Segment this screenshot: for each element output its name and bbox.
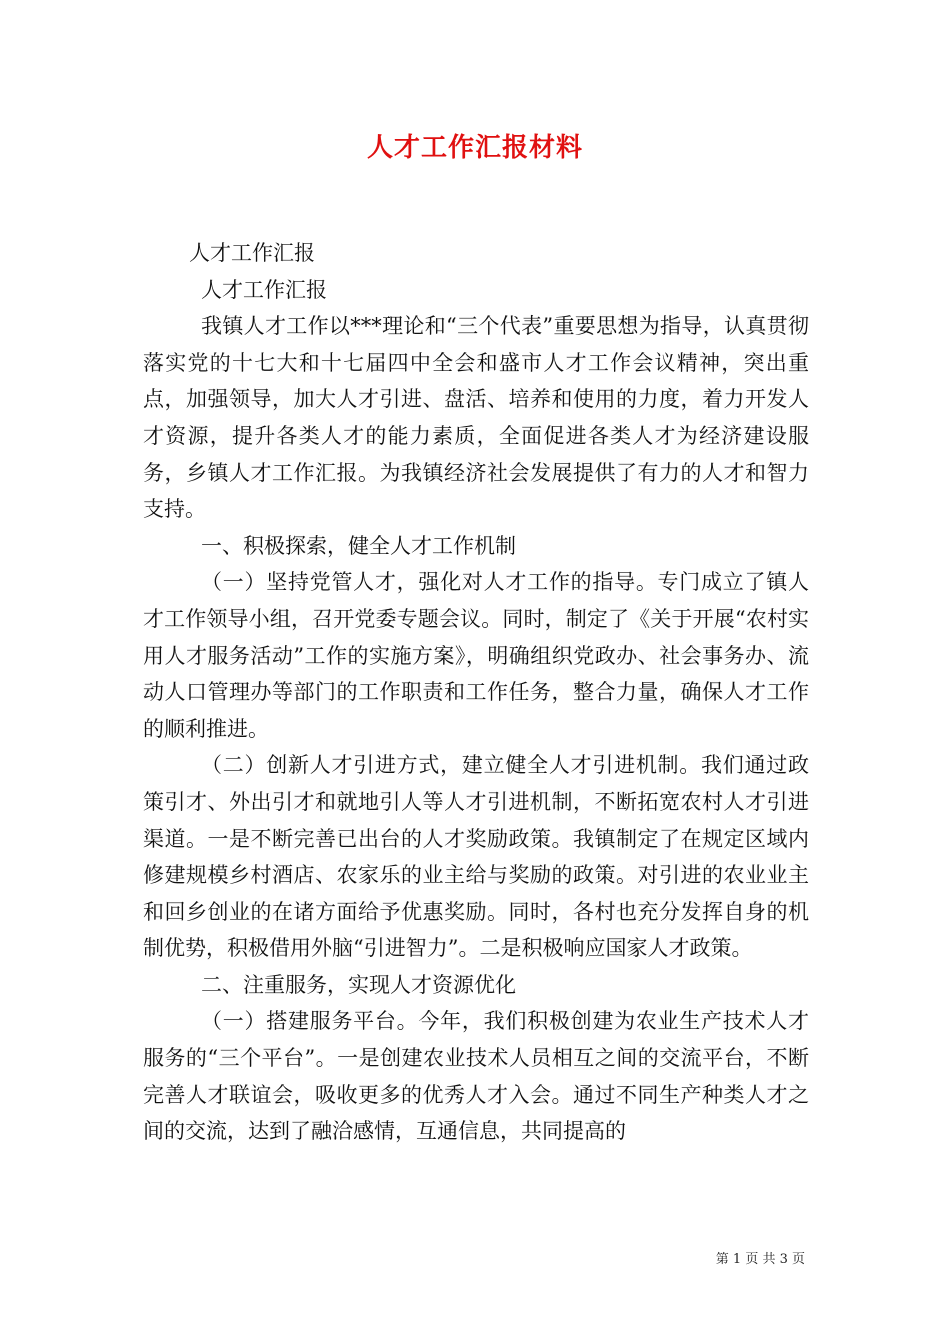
heading-part-two: 二、注重服务，实现人才资源优化 (201, 972, 516, 997)
page-number: 第 1 页 共 3 页 (715, 1252, 805, 1267)
paragraph-1-1: （一）坚持党管人才，强化对人才工作的指导。专门成立了镇人才工作领导小组，召开党委专题会议。同时，制定了《关于开展“农村实用人才服务活动”工作的实施方案》，明确组织党政办、社会事务办、流动人口管理办等部门的工作职责和工作任务，整合力量，确保人才工作的顺利推进。 (143, 570, 809, 741)
paragraph-1-2: （二）创新人才引进方式，建立健全人才引进机制。我们通过政策引才、外出引才和就地引人等人才引进机制，不断拓宽农村人才引进渠道。一是不断完善已出台的人才奖励政策。我镇制定了在规定区域内修建规模乡村酒店、农家乐的业主给与奖励的政策。对引进的农业业主和回乡创业的在诸方面给予优惠奖励。同时，各村也充分发挥自身的机制优势，积极借用外脑“引进智力”。二是积极响应国家人才政策。 (143, 753, 809, 961)
document-body (143, 235, 809, 1150)
section-subheading: 人才工作汇报 (201, 277, 327, 302)
intro-paragraph: 我镇人才工作以***理论和“三个代表”重要思想为指导，认真贯彻落实党的十七大和十七届四中全会和盛市人才工作会议精神，突出重点，加强领导，加大人才引进、盘活、培养和使用的力度，着力开发人才资源，提升各类人才的能力素质，全面促进各类人才为经济建设服务，乡镇人才工作汇报。为我镇经济社会发展提供了有力的人才和智力支持。 (143, 314, 809, 522)
section-heading: 人才工作汇报 (189, 241, 315, 265)
document-title: 人才工作汇报材料 (366, 133, 583, 163)
heading-part-one: 一、积极探索，健全人才工作机制 (201, 533, 516, 558)
paragraph-2-1: （一）搭建服务平台。今年，我们积极创建为农业生产技术人才服务的“三个平台”。一是创建农业技术人员相互之间的交流平台，不断完善人才联谊会，吸收更多的优秀人才入会。通过不同生产种类人才之间的交流，达到了融洽感情，互通信息，共同提高的 (143, 1009, 809, 1144)
